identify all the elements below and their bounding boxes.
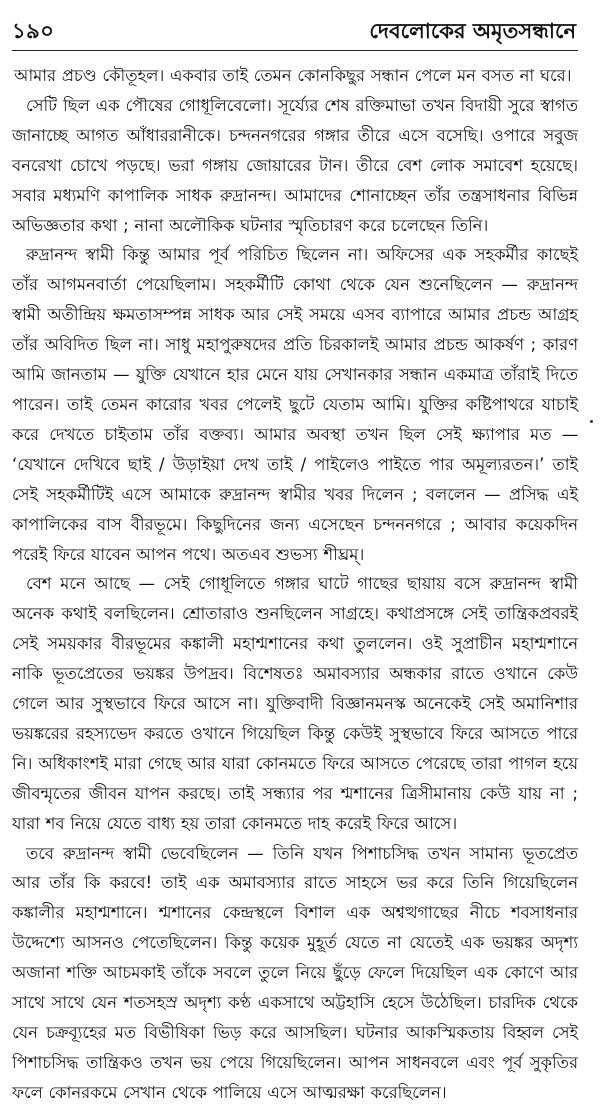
paragraph: তবে রুদ্রানন্দ স্বামী ভেবেছিলেন — তিনি যখন পিশাচসিদ্ধ তখন সামান্য ভূতপ্রেত আর তাঁর কি করবে! তাই এক অমাবস্যার রাতে সাহসে ভর করে তিনি গিয়েছিলেন কঙ্কালীর মহাশ্মশানে। শ্মশানের কেন্দ্রস্থলে বিশাল এক অশ্বত্থগাছের নীচে শবসাধনার উদ্দেশ্যে আসনও পেতেছিলেন। কিন্তু কয়েক মুহূর্ত যেতে না যেতেই এক ভয়ঙ্কর অদৃশ্য অজানা শক্তি আচমকাই তাঁকে সবলে তুলে নিয়ে ছুঁড়ে ফেলে দিয়েছিল এক কোণে আর সাথে সাথে যেন শতসহস্র অদৃশ্য কণ্ঠ একসাথে অট্টহাসি হেসে উঠেছিল। চারদিক থেকে যেন চক্রব্যূহের মত বিভীষিকা ভিড় করে আসছিল। ঘটনার আকস্মিকতায় বিহ্বল সেই পিশাচসিদ্ধ তান্ত্রিকও তখন ভয় পেয়ে গিয়েছিলেন। আপন সাধনবলে এবং পূর্ব সুকৃতির ফলে কোনরকমে সেখান থেকে পালিয়ে এসে আত্মরক্ষা করেছিলেন। (12, 843, 578, 1102)
running-title: দেবলোকের অমৃতসন্ধানে (369, 19, 576, 43)
page-header (12, 14, 578, 51)
paragraph: সেটি ছিল এক পৌষের গোধূলিবেলো। সূর্য্যের শেষ রক্তিমাভা তখন বিদায়ী সুরে স্বাগত জানাচ্ছে আগত আঁধাররানীকে। চন্দননগরের গঙ্গার তীরে এসে বসেছি। ওপারে সবুজ বনরেখা চোখে পড়ছে। ভরা গঙ্গায় জোয়ারের টান। তীরে বেশ লোক সমাবেশ হয়েছে। সবার মধ্যমণি কাপালিক সাধক রুদ্রানন্দ। আমাদের শোনাচ্ছেন তাঁর তন্ত্রসাধনার বিভিন্ন অভিজ্ঞতার কথা ; নানা অলৌকিক ঘটনার স্মৃতিচারণ করে চলেছেন তিনি। (12, 95, 578, 235)
paragraph: আমার প্রচণ্ড কৌতূহল। একবার তাই তেমন কোনকিছুর সন্ধান পেলে মন বসত না ঘরে। (14, 66, 572, 85)
paragraph: রুদ্রানন্দ স্বামী কিন্তু আমার পূর্ব পরিচিত ছিলেন না। অফিসের এক সহকর্মীর কাছেই তাঁর আগমনবার্তা পেয়েছিলাম। সহকর্মীটি কোথা থেকে যেন শুনেছিলেন — রুদ্রানন্দ স্বামী অতীন্দ্রিয় ক্ষমতাসম্পন্ন সাধক আর সেই সময়ে এসব ব্যাপারে আমার প্রচন্ড আগ্রহ তাঁর অবিদিত ছিল না। সাধু মহাপুরুষদের প্রতি চিরকালই আমার প্রচন্ড আকর্ষণ ; কারণ আমি জানতাম — যুক্তি যেখানে হার মেনে যায় সেখানকার সন্ধান একমাত্র তাঁরাই দিতে পারেন। তাই তেমন কারোর খবর পেলেই ছুটে যেতাম আমি। যুক্তির কষ্টিপাথরে যাচাই করে দেখতে চাইতাম তাঁর বক্তব্য। আমার অবস্থা তখন ছিল সেই ক্ষ্যাপার মত — ‘যেখানে দেখিবে ছাই / উড়াইয়া দেখ তাই / পাইলেও পাইতে পার অমূল্যরতন।’ তাই সেই সহকর্মীটিই এসে আমাকে রুদ্রানন্দ স্বামীর খবর দিলেন ; বললেন — প্রসিদ্ধ এই কাপালিকের বাস বীরভূমে। কিছুদিনের জন্য এসেছেন চন্দননগরে ; আবার কয়েকদিন পরেই ফিরে যাবেন আপন পথে। অতএব শুভস্য শীঘ্রম্। (12, 245, 578, 564)
body-text (12, 61, 578, 1108)
margin-mark (590, 420, 593, 423)
page-number: ১৯০ (12, 19, 55, 43)
paragraph: বেশ মনে আছে — সেই গোধূলিতে গঙ্গার ঘাটে গাছের ছায়ায় বসে রুদ্রানন্দ স্বামী অনেক কথাই বলছিলেন। শ্রোতারাও শুনছিলেন সাগ্রহে। কথাপ্রসঙ্গে সেই তান্ত্রিকপ্রবরই সেই সময়কার বীরভূমের কঙ্কালী মহাশ্মশানের কথা তুললেন। ওই সুপ্রাচীন মহাশ্মশানে নাকি ভূতপ্রেতের ভয়ঙ্কর উপদ্রব। বিশেষতঃ অমাবস্যার অন্ধকার রাতে ওখানে কেউ গেলে আর সুস্থভাবে ফিরে আসে না। যুক্তিবাদী বিজ্ঞানমনস্ক অনেকেই সেই অমানিশার ভয়ঙ্করের রহস্যভেদ করতে ওখানে গিয়েছিল কিন্তু কেউই সুস্থভাবে ফিরে আসতে পারে নি। অধিকাংশই মারা গেছে আর যারা কোনমতে ফিরে আসতে পেরেছে তারা পাগল হয়ে জীবন্মৃতের জীবন যাপন করছে। তাই সন্ধ্যার পর শ্মশানের ত্রিসীমানায় কেউ যায় না ; যারা শব নিয়ে যেতে বাধ্য হয় তারা কোনমতে দাহ করেই ফিরে আসে। (12, 574, 578, 833)
